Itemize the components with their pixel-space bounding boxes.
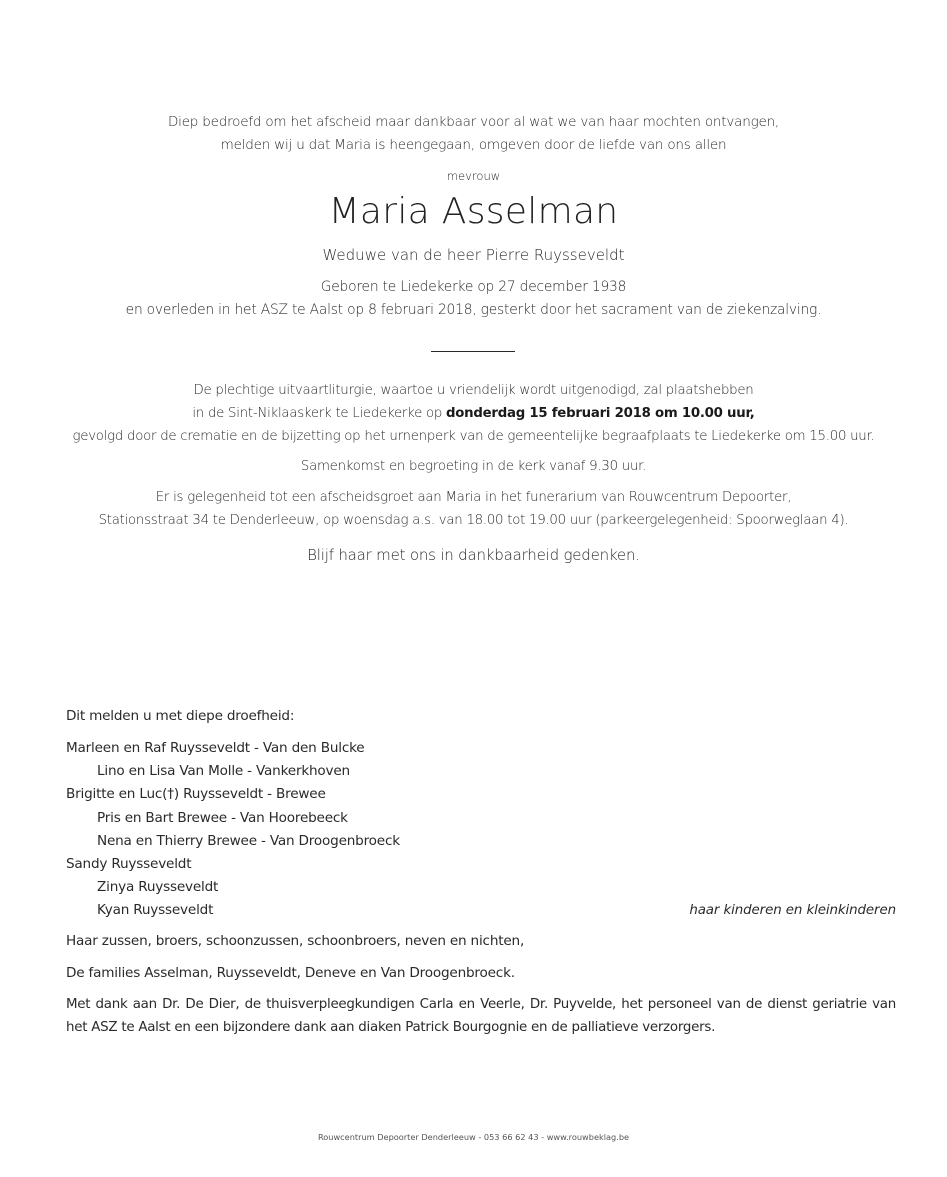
family-members-caption: haar kinderen en kleinkinderen — [689, 903, 896, 918]
families-line: De families Asselman, Ruysseveldt, Deneve en Van Droogenbroeck. — [66, 965, 515, 981]
family-member: Marleen en Raf Ruysseveldt - Van den Bulcke — [66, 740, 365, 756]
farewell-line-2: Stationsstraat 34 te Denderleeuw, op woensdag a.s. van 18.00 tot 19.00 uur (parkeergelegenheid: Spoorweglaan 4). — [98, 513, 849, 528]
footer-contact: Rouwcentrum Depoorter Denderleeuw - 053 66 62 43 - www.rouwbeklag.be — [317, 1132, 630, 1142]
intro-line-2: melden wij u dat Maria is heengegaan, omgeven door de liefde van ons allen — [220, 137, 727, 153]
honorific: mevrouw — [446, 169, 501, 183]
divider-line — [431, 351, 515, 352]
family-member: Zinya Ruysseveldt — [97, 879, 219, 896]
family-member: Sandy Ruysseveldt — [66, 856, 192, 872]
family-member: Nena en Thierry Brewee - Van Droogenbroeck — [97, 832, 400, 849]
ceremony-location: in de Sint-Niklaaskerk te Liedekerke op — [192, 406, 447, 421]
intro-line-1: Diep bedroefd om het afscheid maar dankbaar voor al wat we van haar mochten ontvangen, — [167, 114, 780, 130]
ceremony-datetime: donderdag 15 februari 2018 om 10.00 uur, — [446, 406, 755, 421]
thanks-paragraph: Met dank aan Dr. De Dier, de thuisverpleegkundigen Carla en Veerle, Dr. Puyvelde, het personeel van de dienst geriatrie van het ASZ te Aalst en een bijzondere dank aan diaken Patrick Bourgognie en de palliatieve verzorgers. — [66, 997, 896, 1035]
ceremony-line-1: De plechtige uitvaartliturgie, waartoe u vriendelijk wordt uitgenodigd, zal plaatshebben — [193, 383, 754, 398]
family-member: Lino en Lisa Van Molle - Vankerkhoven — [97, 763, 350, 780]
family-heading: Dit melden u met diepe droefheid: — [66, 708, 295, 724]
deceased-name: Maria Asselman — [328, 191, 619, 232]
farewell-line-1: Er is gelegenheid tot een afscheidsgroet aan Maria in het funerarium van Rouwcentrum Depoorter, — [155, 490, 792, 505]
family-member: Brigitte en Luc(†) Ruysseveldt - Brewee — [66, 786, 326, 803]
ceremony-line-3: gevolgd door de crematie en de bijzetting op het urnenperk van de gemeentelijke begraafplaats te Liedekerke om 15.00 uur. — [72, 429, 875, 444]
birth-info: Geboren te Liedekerke op 27 december 1938 — [320, 279, 627, 295]
family-member: Pris en Bart Brewee - Van Hoorebeeck — [97, 809, 348, 826]
closing-line: Blijf haar met ons in dankbaarheid gedenken. — [307, 546, 640, 564]
widow-of: Weduwe van de heer Pierre Ruysseveldt — [322, 246, 625, 264]
siblings-line: Haar zussen, broers, schoonzussen, schoonbroers, neven en nichten, — [66, 933, 525, 949]
family-member: Kyan Ruysseveldt — [97, 902, 214, 919]
gathering-info: Samenkomst en begroeting in de kerk vanaf 9.30 uur. — [300, 459, 647, 474]
ceremony-line-2 — [0, 406, 947, 421]
death-info: en overleden in het ASZ te Aalst op 8 februari 2018, gesterkt door het sacrament van de ziekenzalving. — [125, 302, 822, 318]
